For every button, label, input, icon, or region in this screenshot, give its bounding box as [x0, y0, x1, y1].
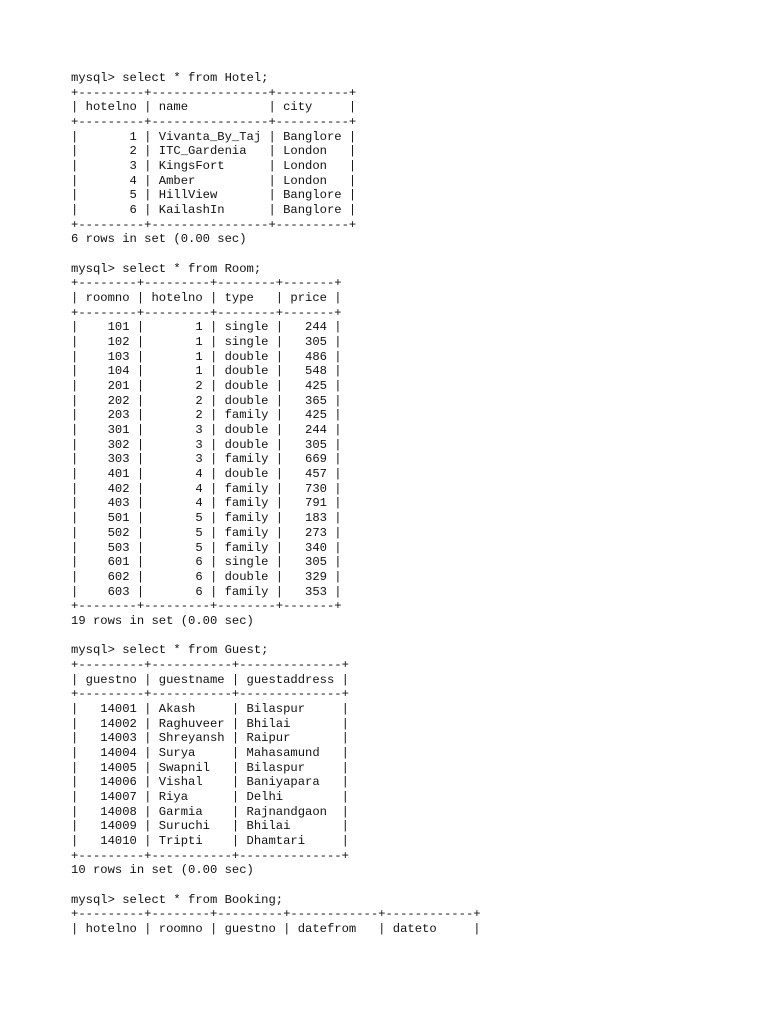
output-line: | 103 | 1 | double | 486 |	[71, 349, 342, 364]
terminal-output	[71, 71, 481, 937]
output-line: | 14008 | Garmia | Rajnandgaon |	[71, 804, 349, 819]
output-line: | 402 | 4 | family | 730 |	[71, 481, 342, 496]
output-line: | hotelno | name | city |	[71, 100, 357, 115]
output-line: | 14006 | Vishal | Baniyapara |	[71, 775, 349, 790]
output-line	[71, 878, 481, 893]
output-line: | 5 | HillView | Banglore |	[71, 188, 357, 203]
output-line: | 3 | KingsFort | London |	[71, 159, 357, 174]
output-line: +---------+----------------+----------+	[71, 85, 357, 100]
output-line: +---------+----------------+----------+	[71, 115, 357, 130]
output-line: +---------+-----------+--------------+	[71, 848, 349, 863]
output-line	[71, 247, 481, 262]
output-line: +---------+-----------+--------------+	[71, 687, 349, 702]
output-line: +--------+---------+--------+-------+	[71, 276, 342, 291]
output-line: | 401 | 4 | double | 457 |	[71, 467, 342, 482]
output-line: | 14001 | Akash | Bilaspur |	[71, 701, 349, 716]
output-line: | 14007 | Riya | Delhi |	[71, 789, 349, 804]
output-line: | 4 | Amber | London |	[71, 173, 357, 188]
output-line: | guestno | guestname | guestaddress |	[71, 672, 349, 687]
output-line	[71, 629, 481, 644]
output-line: | 102 | 1 | single | 305 |	[71, 335, 342, 350]
output-line: | 14002 | Raghuveer | Bhilai |	[71, 716, 349, 731]
output-line: | 603 | 6 | family | 353 |	[71, 584, 342, 599]
output-line: +---------+--------+---------+------------+------------+	[71, 907, 481, 922]
output-line: | 502 | 5 | family | 273 |	[71, 525, 342, 540]
output-line: | 602 | 6 | double | 329 |	[71, 569, 342, 584]
output-line: | 202 | 2 | double | 365 |	[71, 393, 342, 408]
output-line: | 2 | ITC_Gardenia | London |	[71, 144, 357, 159]
output-line: mysql> select * from Booking;	[71, 892, 284, 907]
output-line: 19 rows in set (0.00 sec)	[71, 613, 254, 628]
output-line: mysql> select * from Guest;	[71, 643, 269, 658]
output-line: | 601 | 6 | single | 305 |	[71, 555, 342, 570]
output-line: | 14003 | Shreyansh | Raipur |	[71, 731, 349, 746]
output-line: 6 rows in set (0.00 sec)	[71, 232, 247, 247]
output-line: | 501 | 5 | family | 183 |	[71, 511, 342, 526]
output-line: | roomno | hotelno | type | price |	[71, 291, 342, 306]
output-line: | 14010 | Tripti | Dhamtari |	[71, 833, 349, 848]
output-line: | 303 | 3 | family | 669 |	[71, 452, 342, 467]
output-line: | 104 | 1 | double | 548 |	[71, 364, 342, 379]
output-line: +---------+-----------+--------------+	[71, 657, 349, 672]
output-line: | 203 | 2 | family | 425 |	[71, 408, 342, 423]
output-line: +---------+----------------+----------+	[71, 217, 357, 232]
output-line: | 14009 | Suruchi | Bhilai |	[71, 819, 349, 834]
output-line: | 503 | 5 | family | 340 |	[71, 540, 342, 555]
output-line: | 301 | 3 | double | 244 |	[71, 423, 342, 438]
output-line: | 6 | KailashIn | Banglore |	[71, 203, 357, 218]
output-line: +--------+---------+--------+-------+	[71, 599, 342, 614]
output-line: | hotelno | roomno | guestno | datefrom | dateto |	[71, 921, 481, 936]
output-line: | 101 | 1 | single | 244 |	[71, 320, 342, 335]
output-line: | 302 | 3 | double | 305 |	[71, 437, 342, 452]
output-line: | 14004 | Surya | Mahasamund |	[71, 745, 349, 760]
output-line: +--------+---------+--------+-------+	[71, 305, 342, 320]
output-line: mysql> select * from Hotel;	[71, 71, 269, 85]
output-line: | 403 | 4 | family | 791 |	[71, 496, 342, 511]
output-line: | 1 | Vivanta_By_Taj | Banglore |	[71, 129, 357, 144]
output-line: 10 rows in set (0.00 sec)	[71, 863, 254, 878]
output-line: | 14005 | Swapnil | Bilaspur |	[71, 760, 349, 775]
output-line: mysql> select * from Room;	[71, 261, 262, 276]
output-line: | 201 | 2 | double | 425 |	[71, 379, 342, 394]
